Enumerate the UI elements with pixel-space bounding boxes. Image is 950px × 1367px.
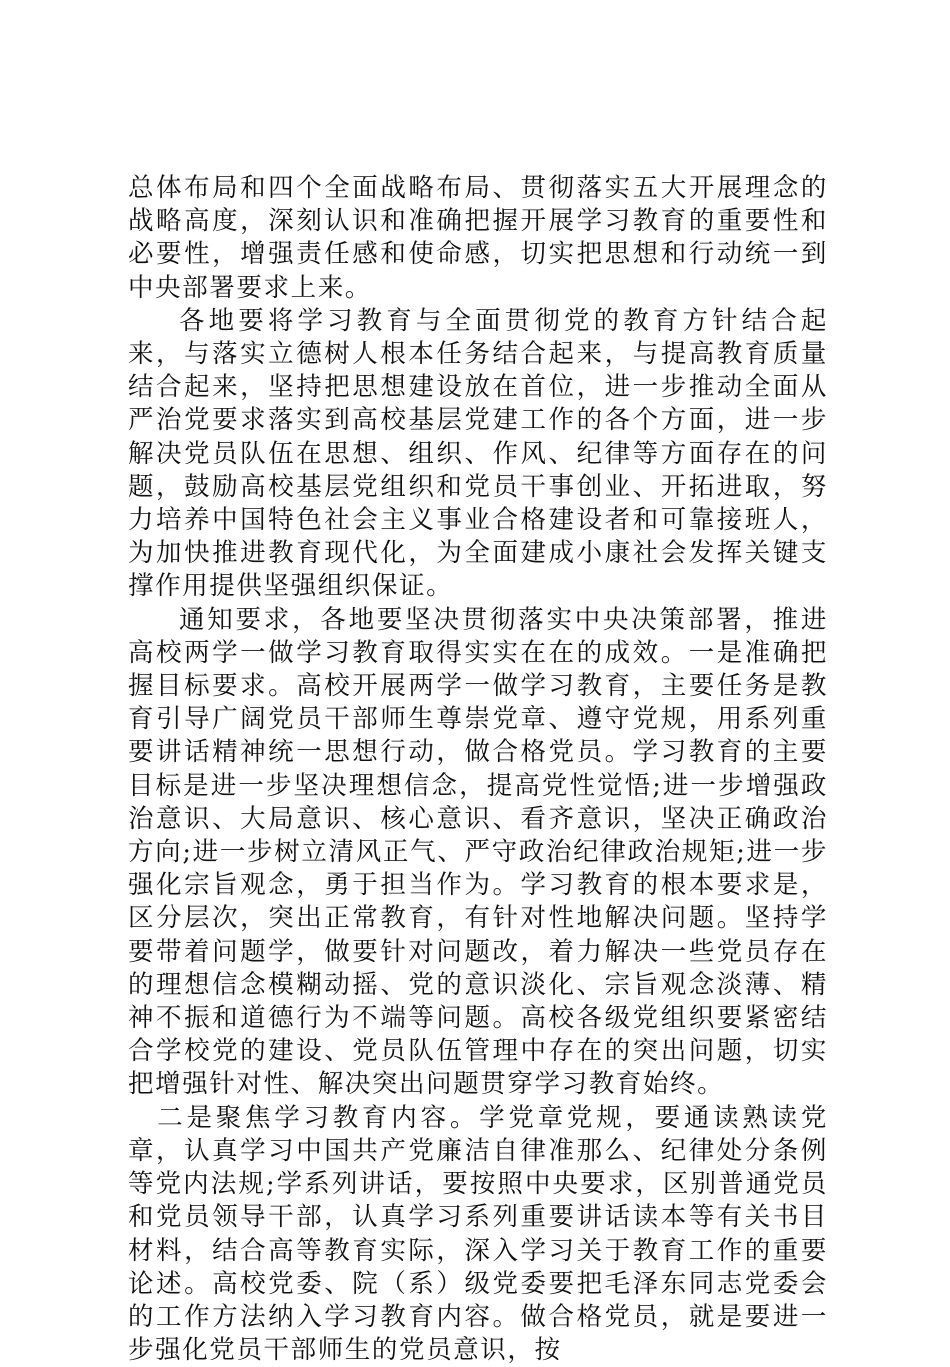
document-page (128, 172, 828, 1367)
paragraph-notice-requirements: 通知要求，各地要坚决贯彻落实中央决策部署，推进高校两学一做学习教育取得实实在在的成效。一是准确把握目标要求。高校开展两学一做学习教育，主要任务是教育引导广阔党员干部师生尊崇党章、遵守党规，用系列重要讲话精神统一思想行动，做合格党员。学习教育的主要目标是进一步坚决理想信念，提高党性觉悟;进一步增强政治意识、大局意识、核心意识、看齐意识，坚决正确政治方向;进一步树立清风正气、严守政治纪律政治规矩;进一步强化宗旨观念，勇于担当作为。学习教育的根本要求是，区分层次，突出正常教育，有针对性地解决问题。坚持学要带着问题学，做要针对问题改，着力解决一些党员存在的理想信念模糊动摇、党的意识淡化、宗旨观念淡薄、精神不振和道德行为不端等问题。高校各级党组织要紧密结合学校党的建设、党员队伍管理中存在的突出问题，切实把增强针对性、解决突出问题贯穿学习教育始终。 (128, 604, 828, 1100)
paragraph-continuation: 总体布局和四个全面战略布局、贯彻落实五大开展理念的战略高度，深刻认识和准确把握开展学习教育的重要性和必要性，增强责任感和使命感，切实把思想和行动统一到中央部署要求上来。 (128, 173, 828, 303)
paragraph-content-focus: 二是聚焦学习教育内容。学党章党规，要通读熟读党章，认真学习中国共产党廉洁自律准那么、纪律处分条例等党内法规;学系列讲话，要按照中央要求，区别普通党员和党员领导干部，认真学习系列重要讲话读本等有关书目材料，结合高等教育实际，深入学习关于教育工作的重要论述。高校党委、院（系）级党委要把毛泽东同志党委会的工作方法纳入学习教育内容。做合格党员，就是要进一步强化党员干部师生的党员意识，按 (128, 1102, 828, 1366)
paragraph-integration: 各地要将学习教育与全面贯彻党的教育方针结合起来，与落实立德树人根本任务结合起来，与提高教育质量结合起来，坚持把思想建设放在首位，进一步推动全面从严治党要求落实到高校基层党建工作的各个方面，进一步解决党员队伍在思想、组织、作风、纪律等方面存在的问题，鼓励高校基层党组织和党员干事创业、开拓进取，努力培养中国特色社会主义事业合格建设者和可靠接班人，为加快推进教育现代化，为全面建成小康社会发挥关键支撑作用提供坚强组织保证。 (128, 305, 828, 602)
